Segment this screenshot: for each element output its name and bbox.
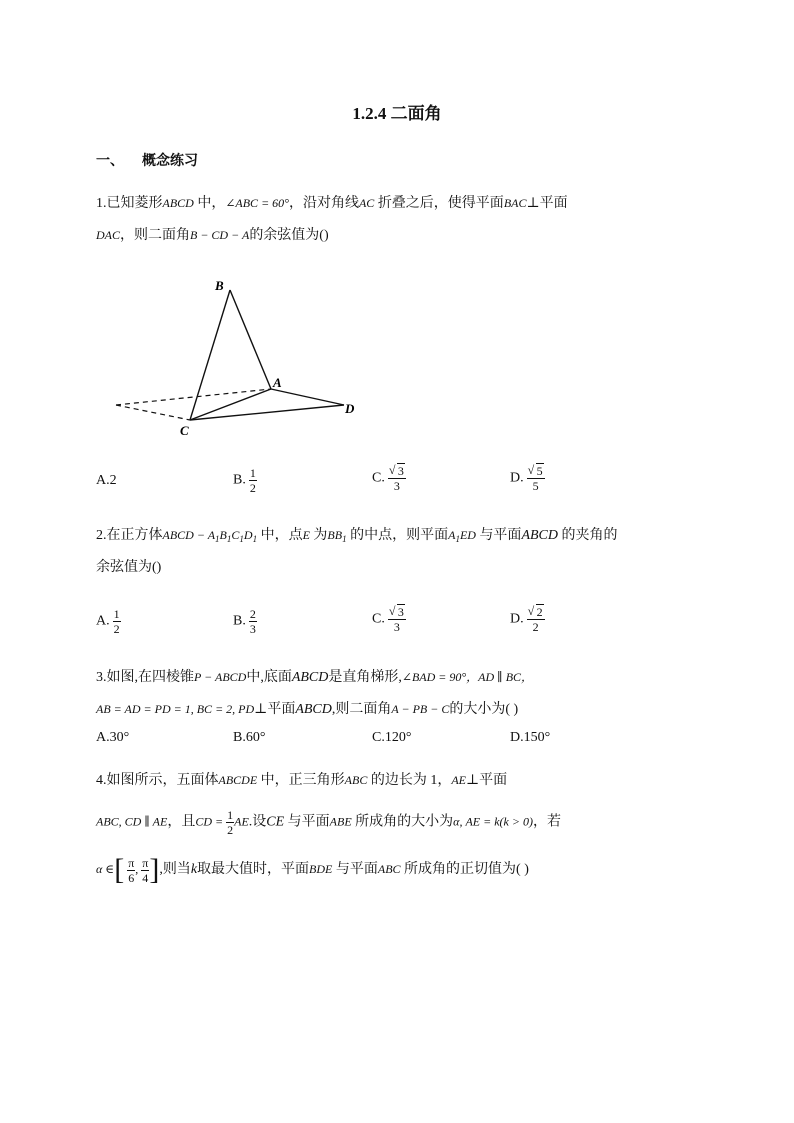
q3-option-d[interactable]: D.150° xyxy=(510,730,551,745)
label-c: C xyxy=(180,423,189,438)
q2-line-1: 2.在正方体ABCD − $A_1B_1C_1D_1$ 中，点E 为$BB_1$ 的中点，则平面$A_1ED$ 与平面ABCD 的夹角的 xyxy=(96,528,618,544)
edge-bc xyxy=(190,290,230,420)
q1-option-b[interactable]: B. $\frac{1}{2}$ xyxy=(233,466,256,495)
edge-ca xyxy=(190,389,271,420)
q4-line-2: ABC, CD ∥ AE，且CD = $\frac{1}{2}$ AE.设CE 与平面ABE 所成角的大小为α, AE = k(k > 0)，若 xyxy=(96,808,561,837)
q1-option-a[interactable]: A.2 xyxy=(96,473,117,488)
q2-option-d[interactable]: D. √ $\frac{2}{2}$ xyxy=(510,605,545,634)
q3-option-b[interactable]: B.60° xyxy=(233,730,266,745)
edge-ad xyxy=(271,389,344,405)
edge-cd xyxy=(190,405,344,420)
q3-option-a[interactable]: A.30° xyxy=(96,730,130,745)
q2-line-2: 余弦值为() xyxy=(96,560,162,575)
dashed-edge-lower xyxy=(116,405,190,420)
q3-line-1: 3.如图,在四棱锥P − ABCD中,底面ABCD是直角梯形,∠BAD = 90°，AD ∥ BC， xyxy=(96,670,534,685)
q3-line-2: AB = AD = PD = 1, BC = 2, PD⊥平面ABCD,则二面角A − PB − C的大小为( ) xyxy=(96,702,519,717)
section-label: 概念练习 xyxy=(142,154,198,169)
label-a: A xyxy=(273,375,282,390)
q1-figure xyxy=(100,272,370,442)
edge-ba xyxy=(230,290,271,389)
q4-line-1: 4.如图所示，五面体ABCDE 中，正三角形ABC 的边长为 1，AE⊥平面 xyxy=(96,773,508,788)
q1-line-2: DAC，则二面角B − CD − A的余弦值为() xyxy=(96,228,329,243)
section-heading xyxy=(96,150,198,170)
q2-option-c[interactable]: C. √ $\frac{3}{3}$ xyxy=(372,605,406,634)
q1-line-1: 1.已知菱形ABCD 中，∠ABC = 60°，沿对角线AC 折叠之后，使得平面BAC⊥平面 xyxy=(96,196,568,211)
q1-option-d[interactable]: D. √ $\frac{5}{5}$ xyxy=(510,464,545,493)
page-title: 1.2.4 二面角 xyxy=(352,104,442,123)
label-b: B xyxy=(215,278,224,293)
q2-option-a[interactable]: A. $\frac{1}{2}$ xyxy=(96,607,120,636)
q2-option-b[interactable]: B. $\frac{2}{3}$ xyxy=(233,607,256,636)
q1-option-c[interactable]: C. √ $\frac{3}{3}$ xyxy=(372,464,406,493)
dashed-edge-upper xyxy=(116,389,271,405)
q3-option-c[interactable]: C.120° xyxy=(372,730,412,745)
section-number: 一、 xyxy=(96,154,124,169)
label-d: D xyxy=(345,401,355,416)
q4-line-3: α ∈[ $\frac{\pi}{6}$ , $\frac{\pi}{4}$ ],则当k取最大值时，平面BDE 与平面ABC 所成角的正切值为( ) xyxy=(96,853,529,886)
